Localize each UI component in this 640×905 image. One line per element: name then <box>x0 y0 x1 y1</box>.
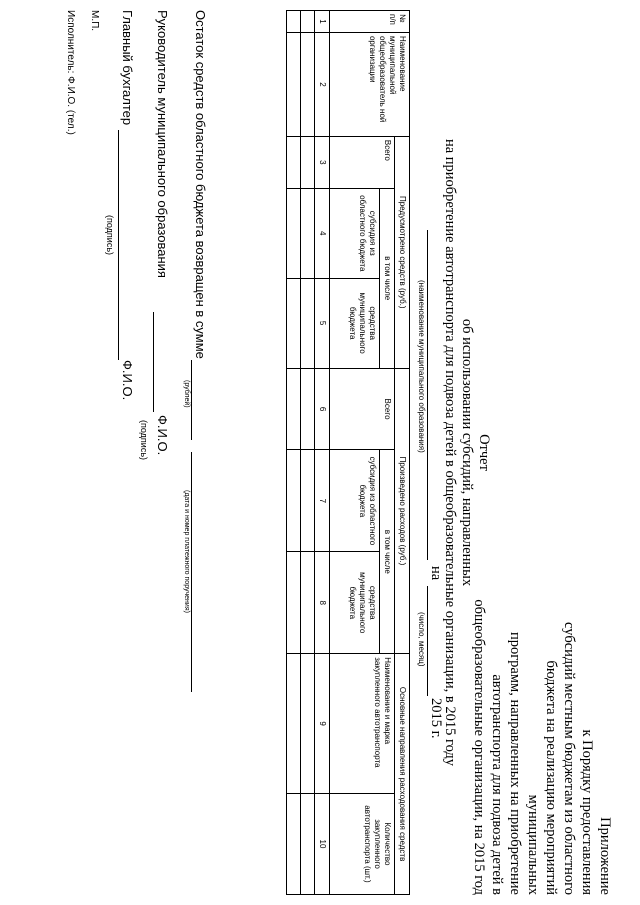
municipality-fill-line <box>427 230 428 560</box>
header-vehicle: Наименование и марка закупленного автотранспорта <box>330 654 395 794</box>
col-number: 5 <box>315 278 330 368</box>
report-title <box>441 0 492 905</box>
payment-fill-line <box>191 452 192 692</box>
header-incl-spent: в том числе <box>380 450 395 654</box>
header-num: № п/п <box>330 11 410 33</box>
na-label: на <box>428 566 444 581</box>
accountant-signature-hint: (подпись) <box>105 215 115 256</box>
appendix-line: Приложение <box>597 817 613 895</box>
header-incl-planned: в том числе <box>380 188 395 368</box>
header-org: Наименование муниципальной общеобразователь ной организации <box>330 32 410 136</box>
returned-label: Остаток средств областного бюджета возвращен в сумме <box>193 10 208 359</box>
head-label: Руководитель муниципального образования <box>155 10 170 278</box>
col-number: 1 <box>315 11 330 33</box>
col-number: 3 <box>315 136 330 188</box>
accountant-signature-line <box>118 130 119 360</box>
title-line-3: на приобретение автотранспорта для подвоза детей в общеобразовательные организации, в 2015 году <box>442 138 458 767</box>
header-total-spent: Всего <box>330 368 395 450</box>
header-subsidy-spent: субсидия из областного бюджета <box>330 450 380 552</box>
header-municipal-spent: средства муниципального бюджета <box>330 552 380 654</box>
appendix-line: автотранспорта для подвоза детей в <box>489 674 505 895</box>
amount-fill-line <box>191 360 192 440</box>
accountant-fio: Ф.И.О. <box>120 360 135 401</box>
head-signature-line <box>153 312 154 412</box>
col-number: 4 <box>315 188 330 278</box>
col-number: 10 <box>315 794 330 895</box>
col-number: 7 <box>315 450 330 552</box>
header-subsidy-planned: субсидия из областного бюджета <box>330 188 380 278</box>
payment-hint: (дата и номер платежного поручения) <box>183 490 190 613</box>
header-total-planned: Всего <box>330 136 395 188</box>
header-spent: Произведено расходов (руб.) <box>395 368 410 654</box>
rubles-hint: (рублей) <box>183 380 190 408</box>
executor-label: Исполнитель: Ф.И.О. (тел.) <box>65 10 76 135</box>
date-fill-line <box>427 586 428 696</box>
header-planned: Предусмотрено средств (руб.) <box>395 136 410 368</box>
year-suffix: 2015 г. <box>428 698 444 739</box>
col-number: 8 <box>315 552 330 654</box>
date-hint: (число, месяц) <box>417 612 426 667</box>
col-number: 2 <box>315 32 330 136</box>
municipality-hint: (наименование муниципального образования) <box>417 280 426 453</box>
appendix-line: программ, направленных на приобретение <box>507 631 523 895</box>
table-row <box>287 11 301 895</box>
stamp-label: М.П. <box>89 10 100 32</box>
head-signature-hint: (подпись) <box>139 420 149 461</box>
header-municipal-planned: средства муниципального бюджета <box>330 278 380 368</box>
appendix-line: субсидий местным бюджетам из областного <box>561 622 577 895</box>
appendix-line: общеобразовательные организации, на 2015 год <box>471 599 487 895</box>
col-number: 6 <box>315 368 330 450</box>
accountant-label: Главный бухгалтер <box>120 10 135 126</box>
table-row <box>301 11 315 895</box>
header-directions: Основные направления расходования средств <box>395 654 410 895</box>
report-table <box>286 10 410 895</box>
header-qty: Количество закупленного автотранспорта (шт.) <box>330 794 395 895</box>
head-fio: Ф.И.О. <box>155 415 170 456</box>
appendix-line: бюджета на реализацию мероприятий муниципальных <box>525 660 559 895</box>
col-number: 9 <box>315 654 330 794</box>
appendix-line: к Порядку предоставления <box>579 729 595 895</box>
title-line-2: об использовании субсидий, направленных <box>459 318 475 587</box>
title-line-1: Отчет <box>476 434 492 471</box>
